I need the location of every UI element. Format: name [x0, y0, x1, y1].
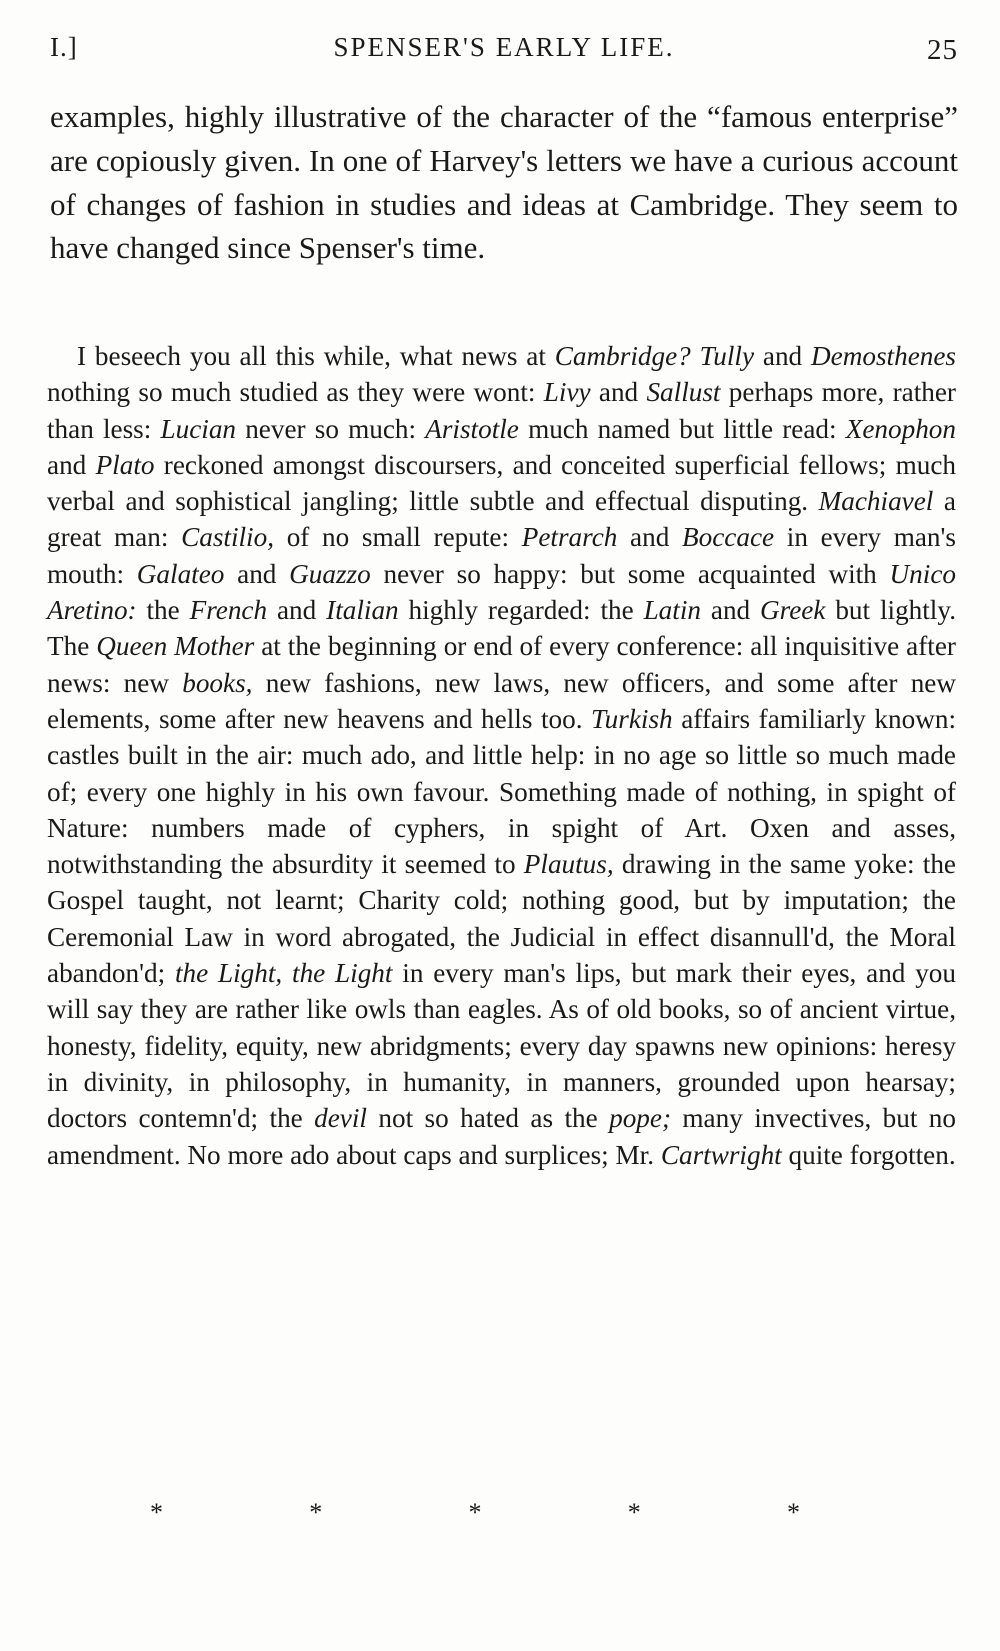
quote-italic: Queen Mother	[96, 631, 255, 662]
quote-text: I beseech you all this while, what news at	[77, 341, 555, 371]
quote-text: in every man's mouth:	[47, 522, 956, 589]
quote-text: and	[47, 449, 96, 480]
quote-italic: Turkish	[591, 703, 673, 734]
quote-italic: Aristotle	[425, 413, 519, 444]
quote-text: and	[754, 341, 812, 371]
quote-italic: Livy	[543, 377, 591, 408]
quote-italic: Machiavel	[818, 486, 934, 517]
intro-text: examples, highly illustrative of the character of the “famous enterprise” are copiously given. In one of Harvey's letters we have a curious account of changes of fashion in studies and ideas at Cambridge. They seem to have changed since Spenser's time.	[50, 99, 958, 266]
asterisk: *	[150, 1498, 163, 1527]
quote-text: highly regarded: the	[398, 595, 644, 626]
quote-italic: devil	[314, 1103, 367, 1134]
quote-italic: Castilio,	[181, 522, 275, 553]
quote-text: much named but little read:	[518, 413, 846, 444]
page-number: 25	[927, 34, 958, 66]
quote-italic: Greek	[760, 595, 826, 626]
quote-italic: Boccace	[682, 522, 775, 553]
quote-text: in every man's lips, but mark their eyes, and you will say they are rather like owls than eagles. As of old books, so of ancient virtue, honesty, fidelity, equity, new abridgments; every day spawns new opinions: heresy in divinity, in philosophy, in humanity, in manners, grounded upon hearsay; doctors contemn'd; the	[47, 958, 956, 1134]
quote-italic: Demosthenes	[811, 341, 956, 371]
quote-text: new fashions, new laws, new officers, and some after new elements, some after new heavens and hells too.	[47, 667, 956, 734]
asterisk: *	[468, 1498, 482, 1527]
asterisk: *	[627, 1498, 641, 1527]
quote-text: but lightly. The	[47, 595, 956, 662]
quote-text: never so much:	[236, 413, 426, 444]
quote-italic: Tully	[699, 341, 755, 371]
quote-text: never so happy: but some acquainted with	[370, 558, 890, 589]
asterisk: *	[787, 1498, 800, 1527]
quote-text: reckoned amongst discoursers, and conceited superficial fellows; much verbal and sophistical jangling; little subtle and effectual disputing.	[47, 449, 956, 517]
ellipsis-asterisks	[150, 1498, 800, 1528]
quote-text: of no small repute:	[274, 522, 522, 553]
running-head	[50, 26, 958, 70]
quote-italic: Plautus,	[523, 849, 614, 880]
quote-italic: Galateo	[136, 558, 225, 589]
quote-italic: Petrarch	[521, 522, 618, 553]
quote-text: the	[136, 595, 190, 626]
quote-italic: French	[189, 595, 268, 626]
quote-text: affairs familiarly known: castles built in the air: much ado, and little help: in no age so little so much made of; every one highly in his own favour. Something made of nothing, in spight of Nature: numbers made of cyphers, in spight of Art. Oxen and asses, notwithstanding the absurdity it seemed to	[47, 703, 956, 880]
quote-text: perhaps more, rather than less:	[47, 377, 956, 444]
running-title: SPENSER'S EARLY LIFE.	[333, 32, 675, 62]
quote-text: a great man:	[47, 486, 956, 553]
quote-italic: Guazzo	[289, 558, 371, 589]
quote-italic: Unico Aretino:	[47, 558, 956, 626]
quote-italic: Italian	[326, 595, 399, 626]
quote-italic: Xenophon	[845, 413, 956, 444]
quote-italic: Latin	[643, 595, 701, 626]
quote-text: and	[590, 377, 647, 408]
quote-text: at the beginning or end of every conference: all inquisitive after news: new	[47, 631, 956, 698]
harvey-letter-quotation	[47, 338, 956, 1173]
chapter-marker: I.]	[50, 32, 78, 62]
quote-text: not so hated as the	[366, 1103, 610, 1134]
quote-text	[691, 341, 700, 371]
quote-italic: the Light, the Light	[174, 958, 393, 989]
quote-text: many invectives, but no amendment. No more ado about caps and surplices; Mr.	[47, 1103, 956, 1170]
quote-italic: Cartwright	[660, 1139, 782, 1170]
asterisk: *	[309, 1498, 323, 1527]
quote-text: and	[267, 595, 327, 626]
quote-text: drawing in the same yoke: the Gospel taught, not learnt; Charity cold; nothing good, but by imputation; the Ceremonial Law in word abrogated, the Judicial in effect disannull'd, the Moral abandon'd;	[47, 849, 956, 989]
quote-italic: books,	[182, 667, 253, 698]
quote-text: and	[617, 522, 683, 553]
quote-text: nothing so much studied as they were wont:	[47, 377, 544, 408]
quote-italic: Lucian	[160, 413, 237, 444]
intro-paragraph	[50, 95, 958, 270]
quote-italic: Plato	[95, 449, 155, 480]
quote-text: quite forgotten.	[781, 1139, 956, 1170]
quote-italic: Cambridge?	[554, 341, 691, 371]
quote-text: and	[700, 595, 761, 626]
quote-italic: Sallust	[646, 377, 721, 408]
quotation-paragraph	[47, 338, 956, 1173]
quote-text: and	[224, 558, 290, 589]
quote-italic: pope;	[609, 1103, 671, 1134]
